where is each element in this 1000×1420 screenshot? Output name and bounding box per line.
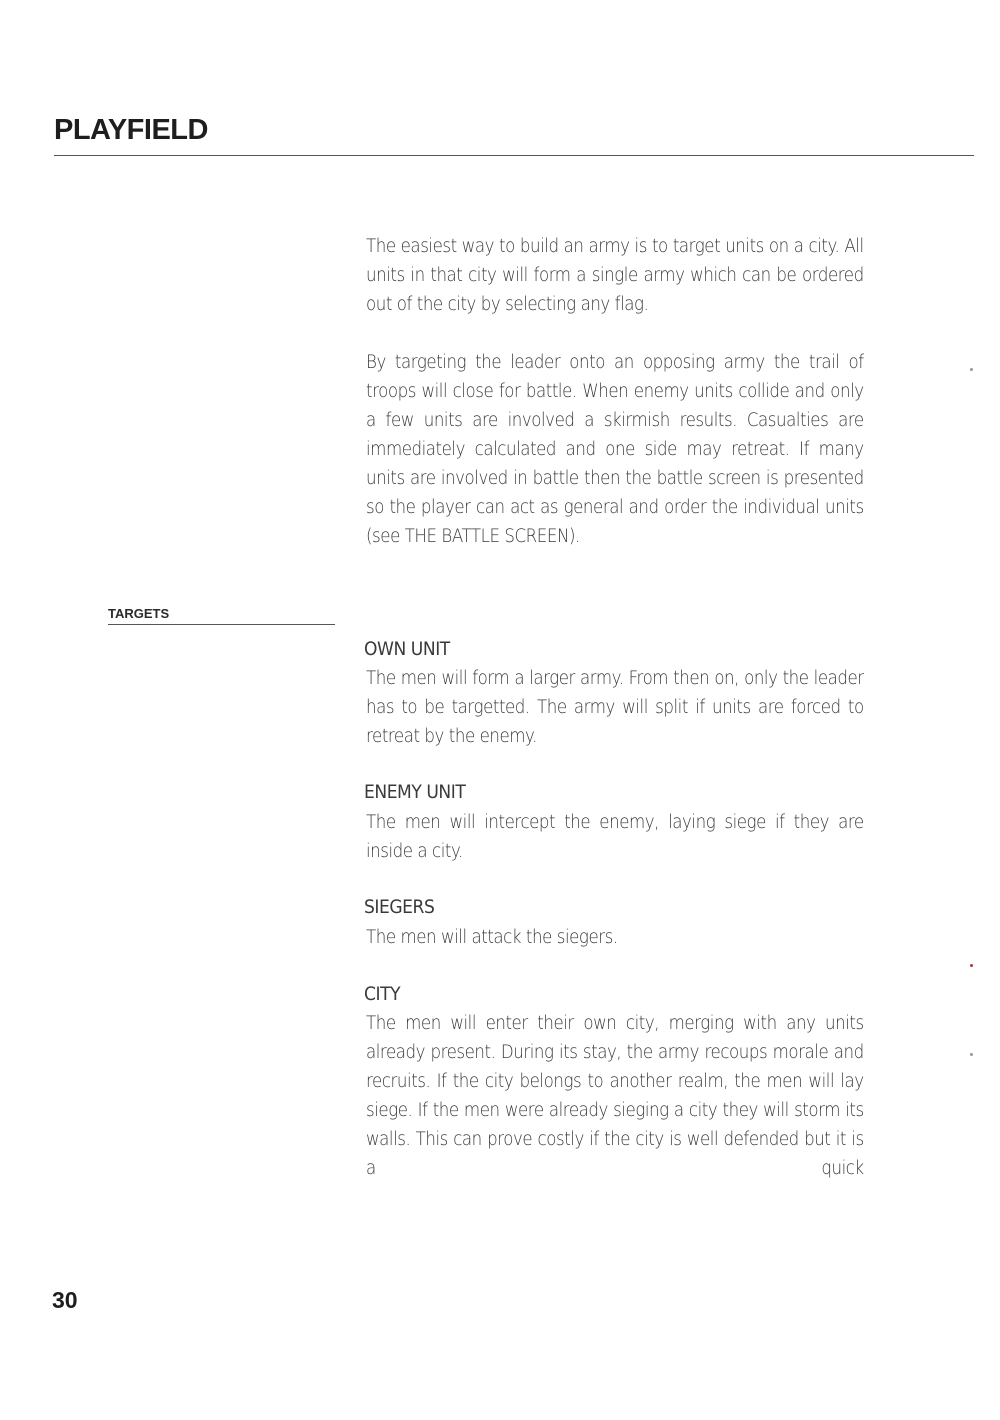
section-label-divider (108, 624, 335, 625)
target-heading-own-unit: OWN UNIT (364, 638, 450, 660)
target-text-city: The men will enter their own city, merging with any units already present. During its stay, the army recoups morale and recruits. If the city belongs to another realm, the men will lay siege. If the men were already sieging a city they will storm its walls. This can prove costly if the city is well defended but it is a quick (366, 1013, 864, 1179)
target-text-enemy-unit: The men will intercept the enemy, laying siege if they are inside a city. (366, 812, 864, 862)
target-text-siegers: The men will attack the siegers. (366, 927, 618, 948)
section-label-targets: TARGETS (108, 606, 170, 621)
target-heading-city: CITY (364, 983, 401, 1005)
target-heading-siegers: SIEGERS (364, 896, 435, 918)
target-heading-enemy-unit: ENEMY UNIT (364, 781, 466, 803)
page-number: 30 (52, 1287, 78, 1313)
page-title: PLAYFIELD (54, 114, 208, 146)
intro-paragraph-2: By targeting the leader onto an opposing army the trail of troops will close for battle. When enemy units collide and only a few units are involved a skirmish results. Casualties are immediately calculated and one side may retreat. If many units are involved in battle then the battle screen is presented so the player can act as general and order the individual units (see THE BATTLE SCREEN). (366, 352, 864, 547)
scan-speck (970, 1053, 973, 1056)
scan-speck (970, 964, 973, 967)
scan-speck (970, 368, 973, 371)
intro-paragraph-1: The easiest way to build an army is to target units on a city. All units in that city will form a single army which can be ordered out of the city by selecting any flag. (366, 236, 864, 315)
target-text-own-unit: The men will form a larger army. From then on, only the leader has to be targetted. The army will split if units are forced to retreat by the enemy. (366, 668, 864, 747)
header-divider (54, 155, 974, 156)
